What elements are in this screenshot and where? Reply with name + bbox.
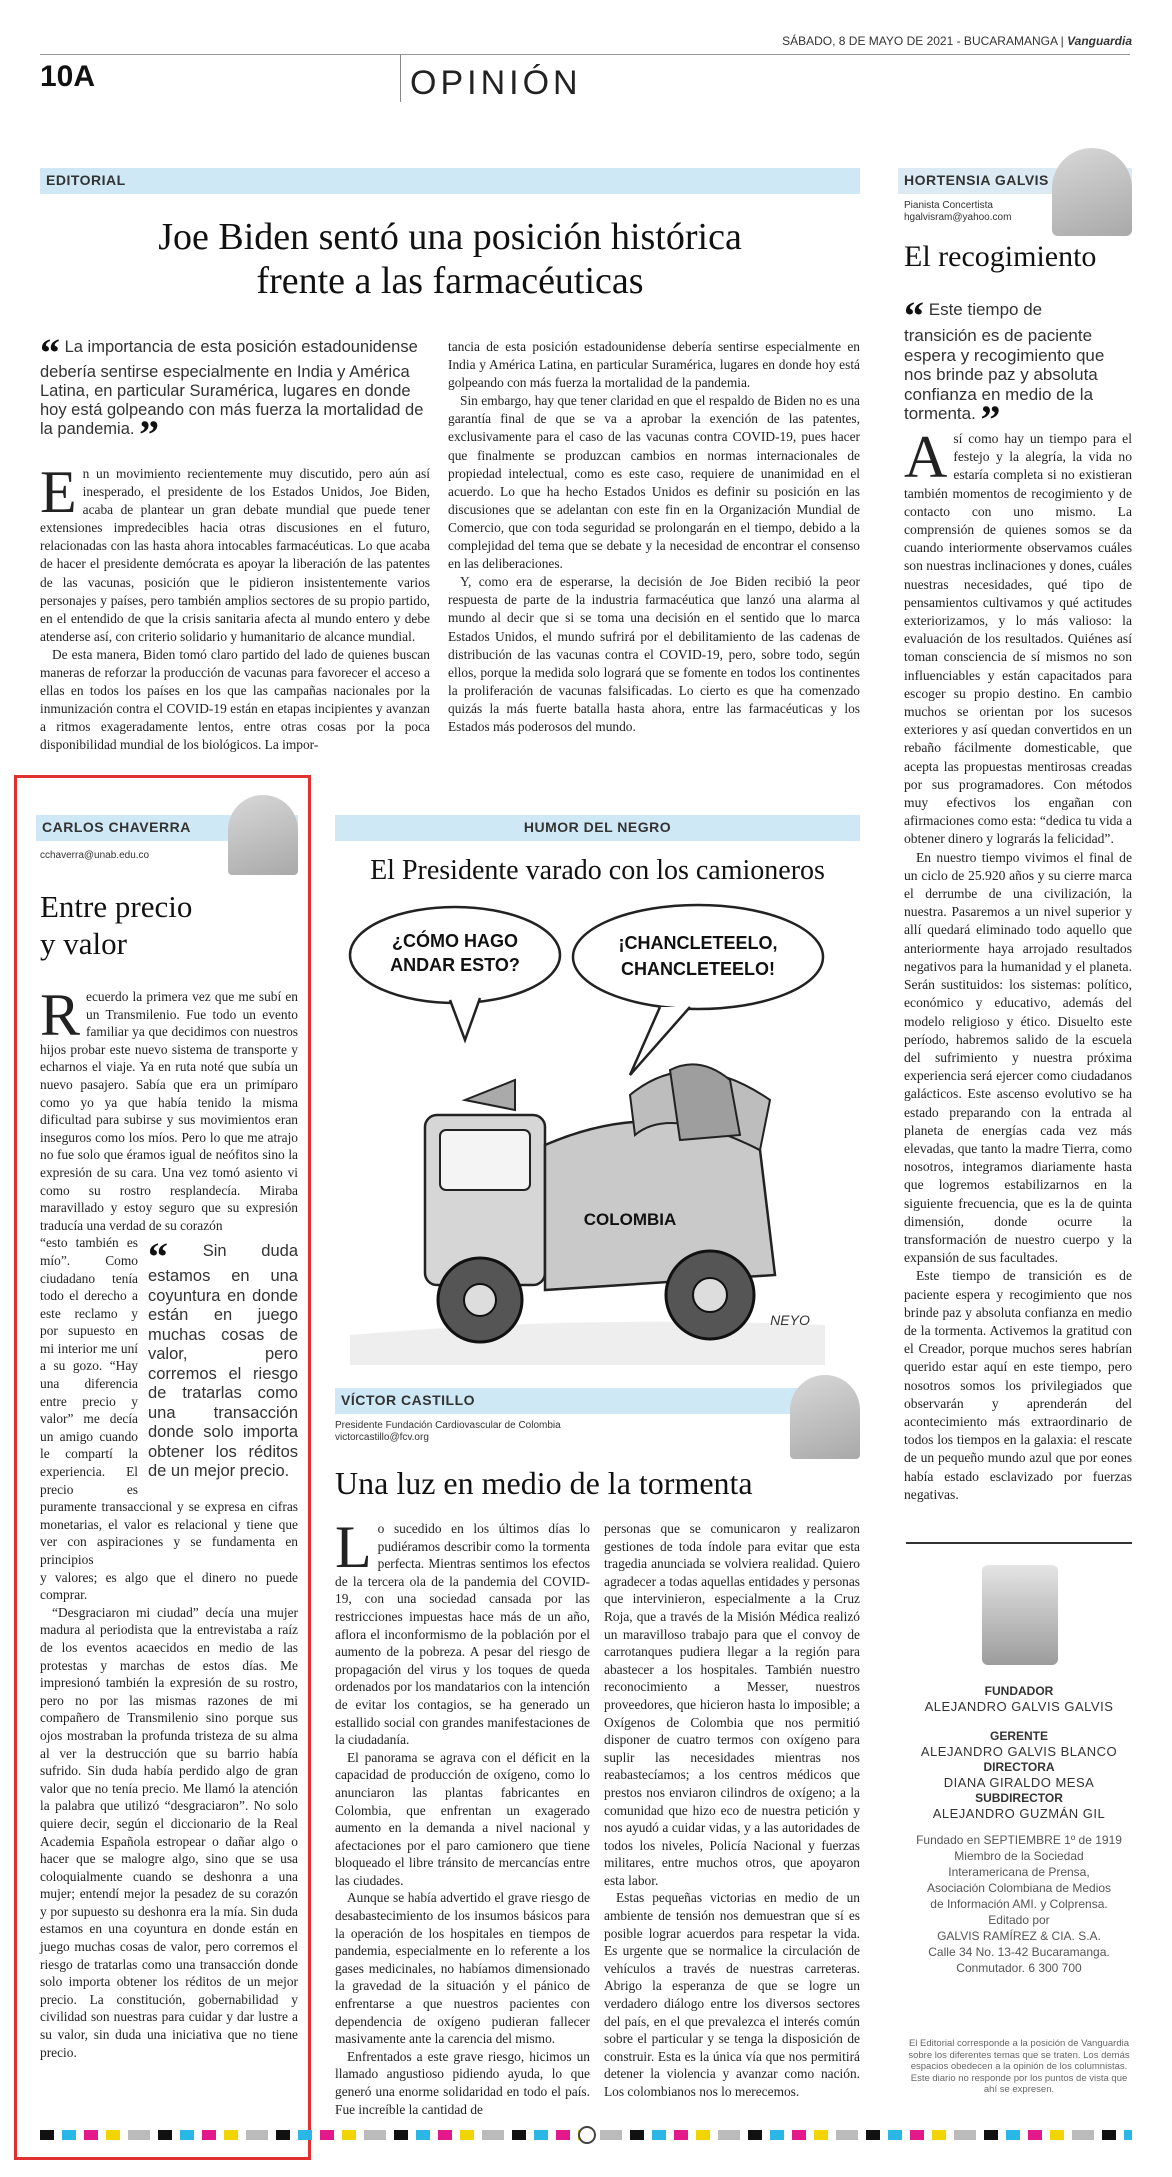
- chaverra-headline: [40, 888, 192, 962]
- membership-line: de Información AMI. y Colprensa.: [930, 1897, 1108, 1911]
- dropcap: A: [904, 424, 948, 490]
- bubble-left-text-2: ANDAR ESTO?: [390, 955, 520, 975]
- director-name: DIANA GIRALDO MESA: [943, 1775, 1095, 1790]
- header-divider: [400, 54, 401, 102]
- cartoon-illustration: [330, 895, 845, 1370]
- chaverra-pullquote: “ Sin duda estamos en una coyuntura en donde están en juego muchas cosas de valor, pero corremos el riesgo de tratarlas como una transacción donde solo importa obtener los réditos de un mejor precio.: [148, 1234, 298, 1481]
- editorial-headline-line2: frente a las farmacéuticas: [256, 260, 644, 302]
- galvis-headline: El recogimiento: [904, 240, 1097, 273]
- truck-label: COLOMBIA: [583, 1210, 677, 1229]
- close-quote-icon: ”: [980, 397, 1001, 442]
- dateline: SÁBADO, 8 DE MAYO DE 2021 - BUCARAMANGA | Vanguardia: [782, 34, 1132, 48]
- publisher-line: GALVIS RAMÍREZ & CIA. S.A.: [937, 1929, 1101, 1943]
- chaverra-tag: CARLOS CHAVERRA: [36, 815, 298, 841]
- open-quote-icon: “: [40, 330, 60, 375]
- castillo-column-2: personas que se comunicaron y realizaron gestiones de toda índole para evitar que esta tragedia anunciada se volviera realidad. Quiero agradecer a todas aquellas entidades y personas que intervinieron, especialmente a la Cruz Roja, que a través de la Misión Médica realizó un maravilloso trabajo para que el convoy de carrotanques pudiera llegar a la región para abastecer a los hospitales. También nuestro reconocimiento a Messer, nuestros proveedores, que hicieron hasta lo imposible; a Oxígenos de Colombia que nos permitió disponer de cuatro termos con oxígeno para suplir las necesidades mientras nos reabastecíamos; a los centros médicos que prestos nos enviaron cilindros de oxígeno; a la comunidad que hizo eco de nuestra petición y nos ayudó a cuidar vidas, y a las autoridades de todos los niveles, Policía Nacional y fuerzas militares, entre muchos otros, que apoyaron esta labor. Estas pequeñas victorias en medio de un ambiente de tensión nos demuestran que sí es posible lograr acuerdos para respetar la vida. Es urgente que se normalice la circulación de vehículos a través de nuestras carreteras. Abrigo la esperanza de que se logre un verdadero diálogo entre los diversos sectores del país, en el que prevalezca el interés común sobre el particular y se tenga la disposición de construir. Esta es la única vía que nos permitirá detener la violencia y avanzar como nación. Los colombianos nos lo merecemos.: [604, 1521, 860, 2099]
- founder-name: ALEJANDRO GALVIS GALVIS: [924, 1699, 1114, 1714]
- open-quote-icon: “: [148, 1234, 168, 1280]
- founded-date: Fundado en SEPTIEMBRE 1º de 1919: [916, 1833, 1122, 1847]
- dropcap: L: [335, 1514, 372, 1580]
- phone: Conmutador. 6 300 700: [956, 1961, 1082, 1975]
- galvis-pullquote: “ Este tiempo de transición es de paciente espera y recogimiento que nos brinde paz y absoluta confianza en medio de la tormenta. ”: [904, 293, 1105, 442]
- truck-window: [440, 1130, 530, 1190]
- director-role: DIRECTORA: [983, 1760, 1055, 1774]
- address: Calle 34 No. 13-42 Bucaramanga.: [928, 1945, 1110, 1959]
- hubcap-front: [693, 1278, 727, 1312]
- chaverra-headline-line1: Entre precio: [40, 889, 193, 924]
- editorial-tag: EDITORIAL: [40, 168, 860, 194]
- mechanic-figure: [670, 1064, 740, 1140]
- horn: [465, 1080, 515, 1110]
- ground: [350, 1322, 825, 1365]
- disclaimer: El Editorial corresponde a la posición de Vanguardia sobre los diferentes temas que se traten. Los demás espacios obedecen a la opinión de los columnistas. Este diario no responde por los puntos de vista que ahí se expresen.: [908, 2038, 1130, 2095]
- subdirector-name: ALEJANDRO GUZMÁN GIL: [932, 1806, 1106, 1821]
- subdirector-role: SUBDIRECTOR: [975, 1791, 1063, 1805]
- dropcap: E: [40, 459, 77, 525]
- castillo-tag: VÍCTOR CASTILLO: [335, 1388, 805, 1414]
- dropcap: R: [40, 982, 81, 1048]
- author-photo-galvis: [1052, 148, 1132, 236]
- editorial-pullquote: “ La importancia de esta posición estadounidense debería sentirse especialmente en India y América Latina, en particular Suramérica, lugares en donde hoy está golpeando con más fuerza la mortalidad de la pandemia. ”: [40, 330, 424, 457]
- galvis-body: Así como hay un tiempo para el festejo y la alegría, la vida no estaría completa si no existieran también momentos de recogimiento y de contacto con uno mismo. La comprensión de quienes somos se da cuando interiormente observamos cuáles son nuestras inclinaciones y dones, cuáles nuestras necesidades, qué tipo de pensamientos cultivamos y qué actitudes exteriorizamos, y lo más valioso: la evaluación de los resultados. Quiénes así toman consciencia de sí mismos no son influenciables y están capacitados para escoger su propio destino. En cambio muchos se orientan por los sucesos exteriores y así quedan convertidos en un rebaño fácilmente domesticable, que acepta las propuestas mentirosas creadas por sus programadores. Con métodos muy efectivos los engañan con afirmaciones como esta: “dedica tu vida a obtener dinero y lograrás la felicidad”. En nuestro tiempo vivimos el final de un ciclo de 25.920 años y su cierre marca el derrumbe de una civilización, la nuestra. Pasaremos a un nivel superior y allí quedará eliminado todo aquello que anteriormente haya arrojado resultados negativos para la humanidad y el planeta. Serán sustituidos: los sistemas: político, económico y educativo, además del modelo religioso y ético. Disuelto este período, habremos salido de la escuela del sufrimiento y nuestra próxima experiencia será ejercer como ciudadanos galácticos. Este ascenso evolutivo se ha estado preparando con la entrada al planeta de energías cada vez más elevadas, que tanto la madre Tierra, como nosotros, integramos diariamente hasta que logremos estabilizarnos en la siguiente frecuencia, que es la de quinta dimensión, donde ocurre la transformación de nuestro cuerpo y la expansión de sus facultades. Este tiempo de transición es de paciente espera y recogimiento que nos brinde paz y absoluta confianza en medio de la tormenta. Activemos la gratitud con el Creador, porque muchos seres habrían querido estar aquí en este tiempo, pero nosotros somos los privilegiados que observarán y aprenderán del acontecimiento más extraordinario de todos los tiempos en la galaxia: el rescate de un pequeño mundo azul que por eones había estado esclavizado por fuerzas negativas.: [904, 424, 1133, 1502]
- bubble-left-text-1: ¿CÓMO HAGO: [392, 931, 518, 951]
- hubcap-rear: [464, 1284, 496, 1316]
- bubble-right-text-2: CHANCLETEELO!: [621, 959, 775, 979]
- registration-mark-icon: [578, 2126, 596, 2144]
- section-title: OPINIÓN: [410, 64, 582, 102]
- page-number: 10A: [40, 60, 96, 93]
- publisher-line: Editado por: [988, 1913, 1050, 1927]
- castillo-byline: Presidente Fundación Cardiovascular de Colombia victorcastillo@fcv.org: [335, 1420, 561, 1443]
- manager-name: ALEJANDRO GALVIS BLANCO: [920, 1744, 1118, 1759]
- speech-bubble-right-tail: [630, 1007, 690, 1075]
- speech-bubble-right: [573, 905, 823, 1009]
- author-photo-chaverra: [228, 795, 298, 875]
- editorial-headline: [40, 215, 860, 303]
- founder-photo: [982, 1565, 1058, 1665]
- header-rule: [40, 54, 1130, 55]
- manager-role: GERENTE: [989, 1729, 1048, 1743]
- close-quote-icon: ”: [139, 412, 160, 457]
- castillo-headline: Una luz en medio de la tormenta: [335, 1465, 753, 1501]
- bubble-right-text-1: ¡CHANCLETEELO,: [618, 933, 778, 953]
- author-photo-castillo: [790, 1375, 860, 1459]
- cartoon-tag: HUMOR DEL NEGRO: [335, 815, 860, 841]
- membership-line: Miembro de la Sociedad: [954, 1849, 1084, 1863]
- editorial-headline-line1: Joe Biden sentó una posición histórica: [158, 216, 742, 258]
- chaverra-body: Recuerdo la primera vez que me subí en un Transmilenio. Fue todo un evento familiar ya que decidimos con nuestros hijos probar este nuevo sistema de transporte y echarnos el viaje. Ya en ruta noté que subía un nuevo pasajero. Sabía que era un primíparo como yo ya que había tenido la misma dificultad para subirse y sus movimientos eran inseguros como los míos. Pero lo que me atrajo no fue solo que éramos igual de neófitos sino la expresión de su cara. Una vez tomó asiento vi como su rostro resplandecía. Miraba maravillado y estoy seguro que su expresión traducía una verdad de su corazón “ Sin duda estamos en una coyuntura en donde están en juego muchas cosas de valor, pero corremos el riesgo de tratarlas como una transacción donde solo importa obtener los réditos de un mejor precio. “esto también es mío”. Como ciudadano tenía todo el derecho a este reclamo y por supuesto en mi interior me uní a su gozo. “Hay una diferencia entre precio y valor” me decía un amigo cuando le compartí la experiencia. El precio es puramente transaccional y se expresa en cifras monetarias, el valor es relacional y tiene que ver con aspiraciones y se fundamenta en principios y valores; es algo que el dinero no puede comprar. “Desgraciaron mi ciudad” decía una mujer madura al periodista que la entrevistaba a raíz de los eventos acaecidos en medio de las protestas y marchas de estos días. Me impresionó también la expresión de su rostro, pero no por las mismas razones de mi compañero de Transmilenio sino porque sus ojos mostraban la profunda tristeza de su alma al ver la destrucción que su barrio había sufrido. Sin duda había perdido algo de gran valor que no tenía precio. Me llamó la atención la palabra que utilizó “desgraciaron”. No solo quiere decir, según el diccionario de la Real Academia Española estropear o dañar algo o hacer que se malogre algo, sino que se usa coloquialmente cuando se deshonra a una mujer; entendí mejor la pesadez de su corazón y por supuesto su deshonra era la mía. Sin duda estamos en una coyuntura en donde están en juego muchas cosas de valor, pero corremos el riesgo de tratarlas como una transacción donde solo importa obtener los réditos de un mejor precio. La constitución, gobernabilidad y civilidad son nuestras para cuidar y dar lustre a su valor, sin duda una iniciativa que no tiene precio.: [40, 982, 298, 2060]
- colophon-rule: [906, 1542, 1132, 1544]
- open-quote-icon: “: [904, 293, 924, 338]
- founder-role: FUNDADOR: [984, 1684, 1054, 1698]
- membership-line: Asociación Colombiana de Medios: [926, 1881, 1112, 1895]
- cartoon-headline: El Presidente varado con los camioneros: [370, 855, 825, 886]
- editorial-column-1: [40, 330, 430, 755]
- galvis-tag: HORTENSIA GALVIS: [898, 168, 1132, 194]
- speech-bubble-left-tail: [450, 998, 480, 1040]
- castillo-column-1: Lo sucedido en los últimos días lo pudiéramos describir como la tormenta perfecta. Mientras sentimos los efectos de la tercera ola de la pandemia del COVID-19, con una sociedad cansada por las restricciones impuestas hace más de un año, aflora el inconformismo de la población por el aumento de la pobreza. A pesar del riesgo de propagación del virus y los toques de queda ordenados por los mandatarios con la intención de evitar los contagios, se ha generado un estallido social con grandes manifestaciones de la ciudadanía. El panorama se agrava con el déficit en la capacidad de producción de oxígeno, como lo anunciaron las plantas fabricantes en Colombia, que enfrentan un exagerado aumento en la demanda a nivel nacional y afectaciones por el paro camionero que tiene bloqueado el libre tránsito de mercancías entre las ciudades. Aunque se había advertido el grave riesgo de desabastecimiento de los insumos básicos para la operación de los hospitales en tiempos de pandemia, especialmente en lo referente a los gases medicinales, no habíamos dimensionado la gravedad de la situación y el pánico de enfrentarse a que nuestros pacientes con dependencia de oxígeno pudieran fallecer masivamente ante la carencia del mismo. Enfrentados a este grave riesgo, hicimos un llamado angustioso pidiendo ayuda, lo que generó una enorme solidaridad en todo el país. Fue increíble la cantidad de: [335, 1514, 590, 2117]
- chaverra-email: cchaverra@unab.edu.co: [40, 850, 150, 861]
- cartoonist-signature: NEYO: [770, 1312, 810, 1328]
- editorial-body-1: En un movimiento recientemente muy discutido, pero aún así inesperado, el presidente de los Estados Unidos, Joe Biden, acaba de plantear un gran debate mundial que puede tener extensiones impredecibles hacia otras discusiones en el futuro, relacionadas con las hasta ahora intocables farmacéuticas. Lo que acaba de hacer el presidente demócrata es apoyar la liberación de las patentes de las vacunas, posición que le pidieron insistentemente varios personajes y países, pero también amplios sectores de su propio partido, en el entendido de que la crisis sanitaria afecta al mundo entero y debe atenderse así, con criterio solidario y humanitario de alcance mundial. De esta manera, Biden tomó claro partido del lado de quienes buscan maneras de reforzar la producción de vacunas para favorecer el acceso a ellas en todos los países en los que las campañas nacionales por la inmunización contra el COVID-19 están en etapas incipientes y avanzan a ritmos exageradamente lentos, entre otras cosas por la poca disponibilidad mundial de los biológicos. La impor-: [40, 459, 430, 753]
- editorial-column-2: tancia de esta posición estadounidense debería sentirse especialmente en India y América Latina, en particular Suramérica, lugares en donde hoy está golpeando con más fuerza la mortalidad de la pandemia. Sin embargo, hay que tener claridad en que el respaldo de Biden no es una garantía final de que se va a aprobar la exención de las patentes, exclusivamente para el caso de las vacunas contra COVID-19, pues hacer que finalmente se produzcan cambios en normas internacionales de propiedad intelectual, como es este caso, requiere de unanimidad en el acuerdo. Lo que ha hecho Estados Unidos es definir su posición en las discusiones que se adelantan con este fin en la Organización Mundial de Comercio, que con toda seguridad se prolongarán en el tiempo, debido a la complejidad del tema que se debate y la necesidad de encontrar el consenso en las deliberaciones. Y, como era de esperarse, la decisión de Joe Biden recibió la peor respuesta de parte de la industria farmacéutica que lanzó una alarma al mundo al decir que si se toma una decisión en el sentido que lo marca Estados Unidos, el mundo sufrirá por el debilitamiento de las cadenas de distribución de las vacunas contra el COVID-19, pero, sobre todo, según ellos, porque la medida solo logrará que se fomente en todos los continentes la proliferación de vacunas falsificadas. Lo cierto es que ha comenzado quizás la más fuerte batalla hasta ahora, entre las farmacéuticas y los Estados más poderosos del mundo.: [448, 339, 860, 734]
- galvis-byline: Pianista Concertista hgalvisram@yahoo.com: [904, 200, 1012, 223]
- chaverra-headline-line2: y valor: [40, 926, 127, 961]
- colophon: [906, 1684, 1132, 1976]
- brand-name: Vanguardia: [1067, 34, 1132, 48]
- membership-line: Interamericana de Prensa,: [948, 1865, 1090, 1879]
